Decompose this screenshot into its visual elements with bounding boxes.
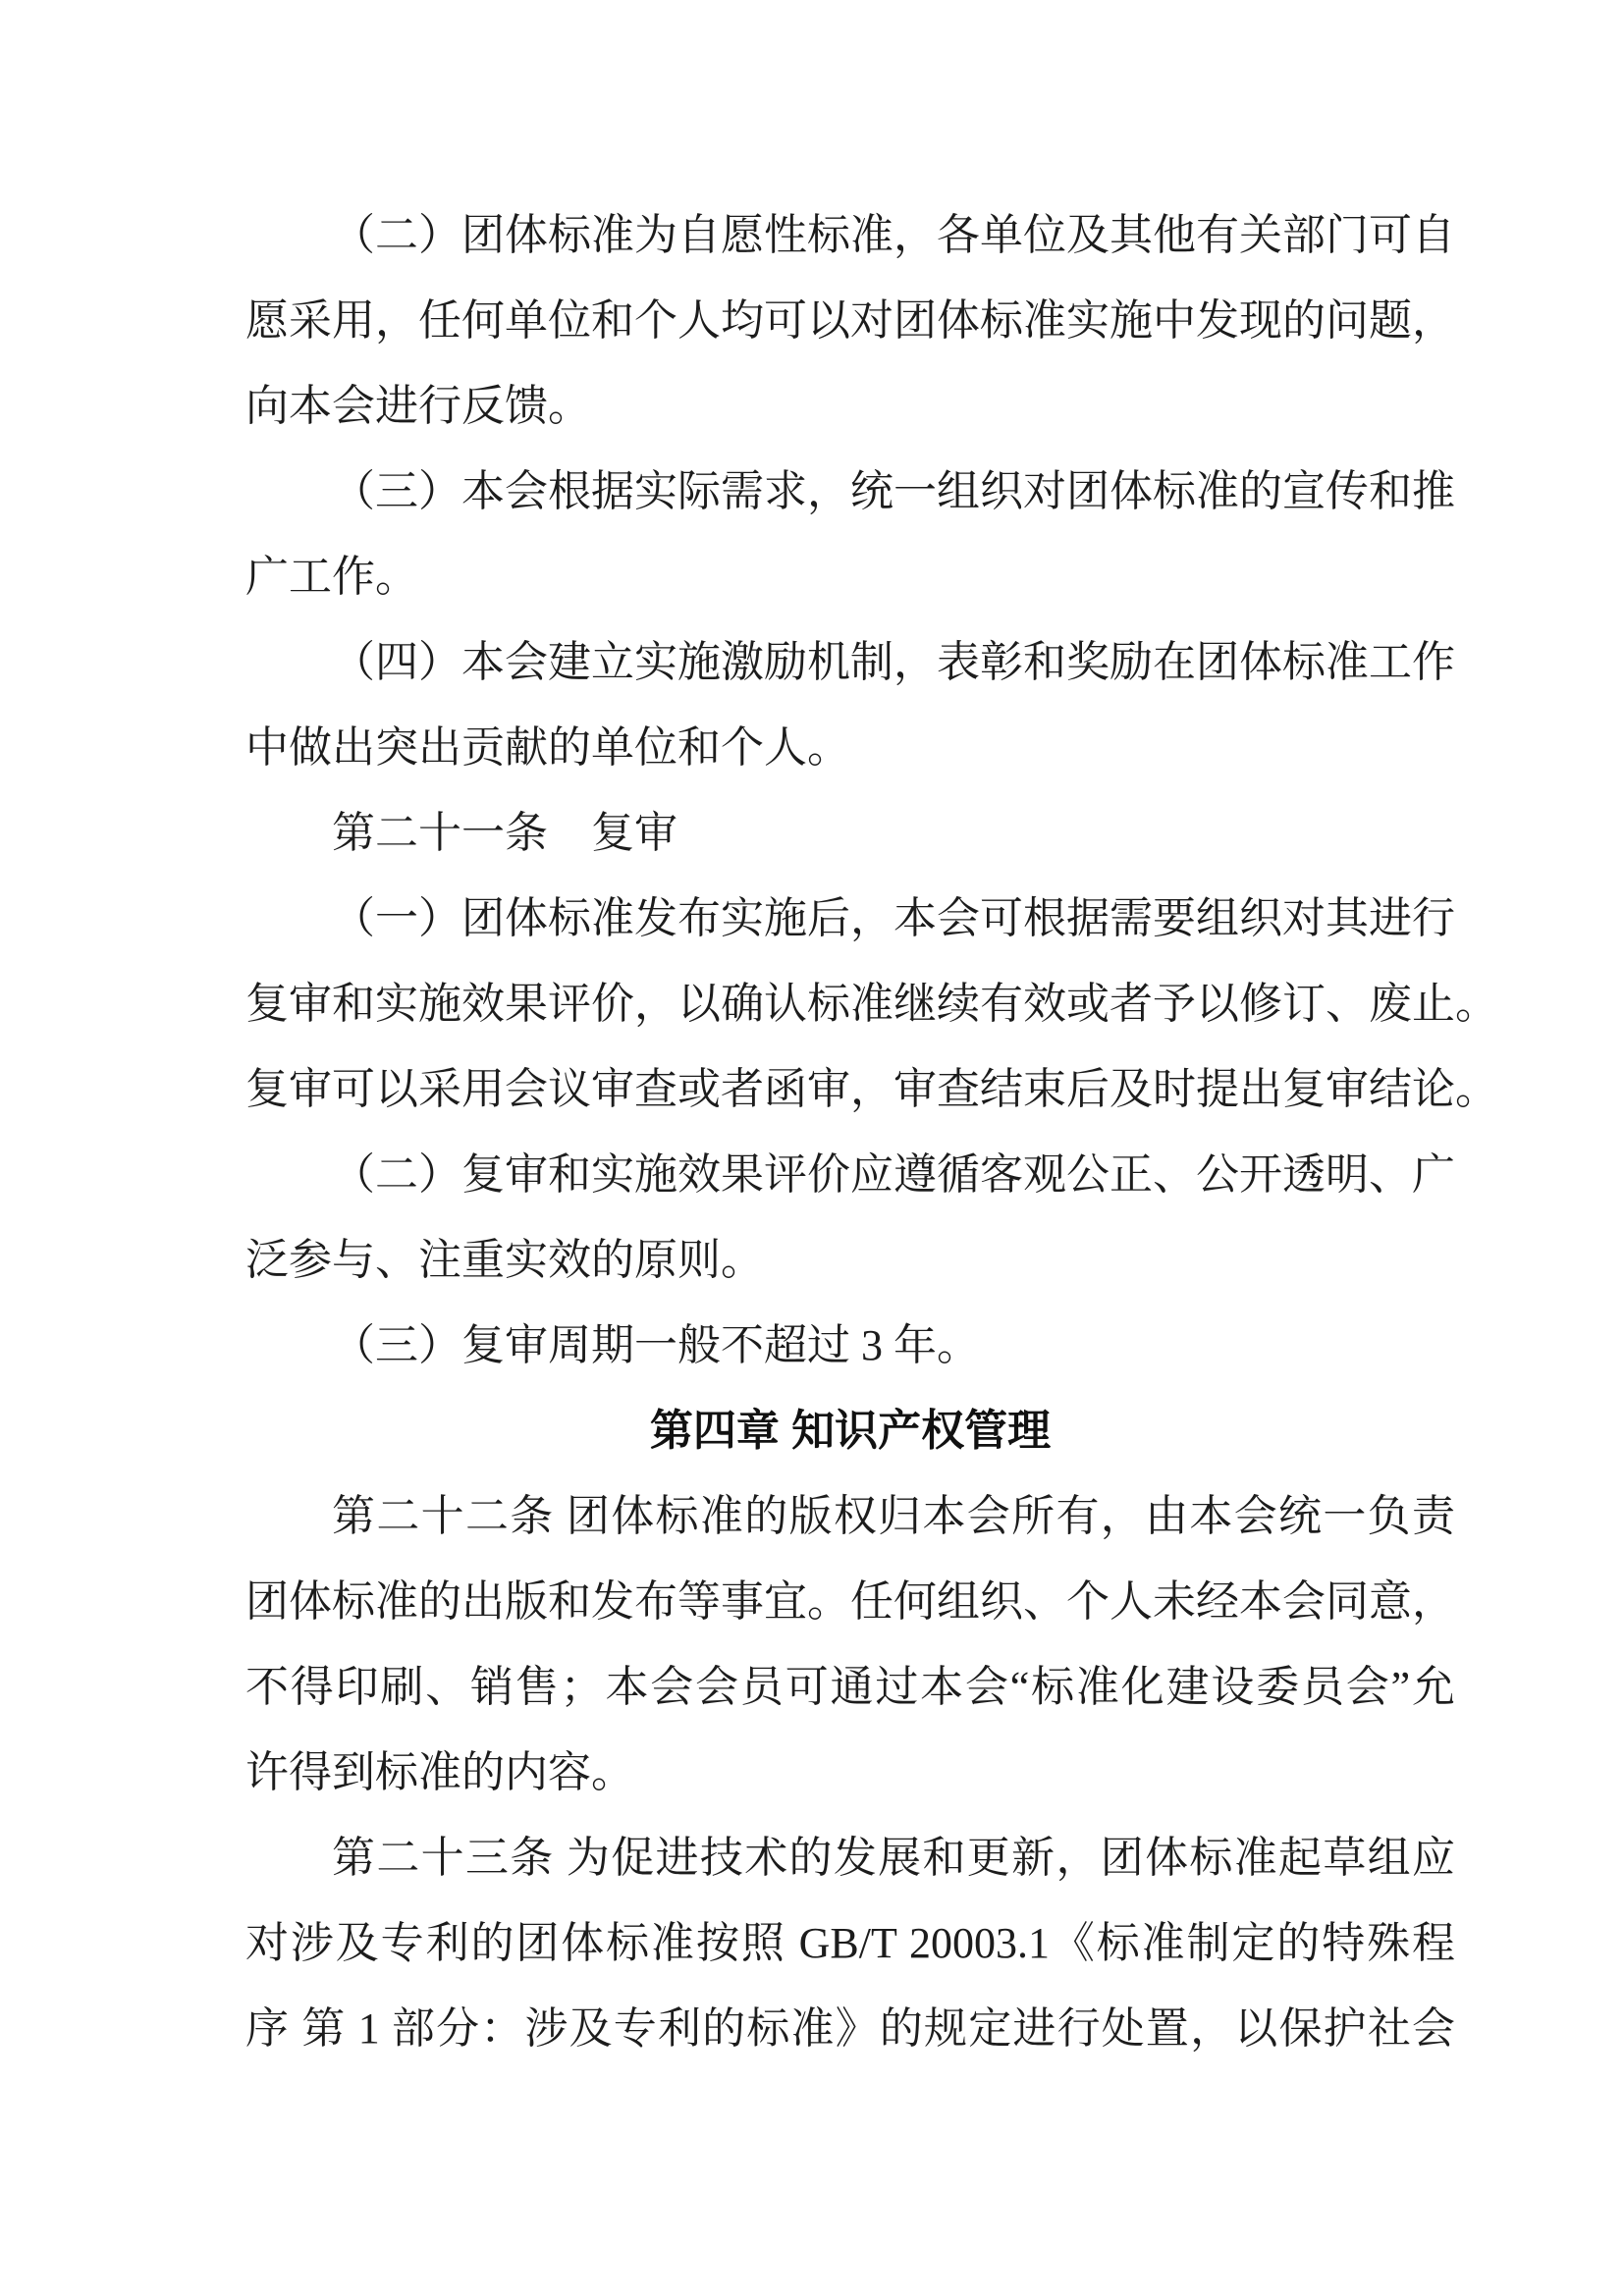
text-line: （二）团体标准为自愿性标准，各单位及其他有关部门可自 <box>332 211 1455 259</box>
text-line: 中做出突出贡献的单位和个人。 <box>245 723 850 772</box>
chapter-heading: 第四章 知识产权管理 <box>649 1407 1052 1455</box>
text-line: 泛参与、注重实效的原则。 <box>245 1236 764 1284</box>
article-title: 第二十三条 为促进技术的发展和更新，团体标准起草组应 <box>332 1834 1455 1882</box>
text-line: 广工作。 <box>245 553 418 601</box>
text-line: （一）团体标准发布实施后，本会可根据需要组织对其进行 <box>332 894 1455 942</box>
text-line: 复审可以采用会议审查或者函审，审查结束后及时提出复审结论。 <box>245 1065 1498 1113</box>
text-line: 复审和实施效果评价，以确认标准继续有效或者予以修订、废止。 <box>245 980 1498 1028</box>
text-line: （二）复审和实施效果评价应遵循客观公正、公开透明、广 <box>332 1150 1455 1199</box>
text-line: （三）复审周期一般不超过 3 年。 <box>332 1321 980 1369</box>
article-title: 第二十一条 复审 <box>332 809 677 857</box>
text-line: （四）本会建立实施激励机制，表彰和奖励在团体标准工作 <box>332 638 1455 686</box>
article-title: 第二十二条 团体标准的版权归本会所有，由本会统一负责 <box>332 1492 1455 1540</box>
document-body <box>245 192 1498 2071</box>
text-line: 团体标准的出版和发布等事宜。任何组织、个人未经本会同意， <box>245 1577 1455 1626</box>
text-line: 序 第 1 部分：涉及专利的标准》的规定进行处置，以保护社会 <box>245 2004 1455 2053</box>
text-line: （三）本会根据实际需求，统一组织对团体标准的宣传和推 <box>332 467 1455 515</box>
text-line: 不得印刷、销售；本会会员可通过本会“标准化建设委员会”允 <box>245 1663 1455 1711</box>
text-line: 对涉及专利的团体标准按照 GB/T 20003.1《标准制定的特殊程 <box>245 1919 1455 1967</box>
text-line: 向本会进行反馈。 <box>245 382 591 430</box>
text-line: 愿采用，任何单位和个人均可以对团体标准实施中发现的问题， <box>245 296 1455 345</box>
text-line: 许得到标准的内容。 <box>245 1748 634 1796</box>
